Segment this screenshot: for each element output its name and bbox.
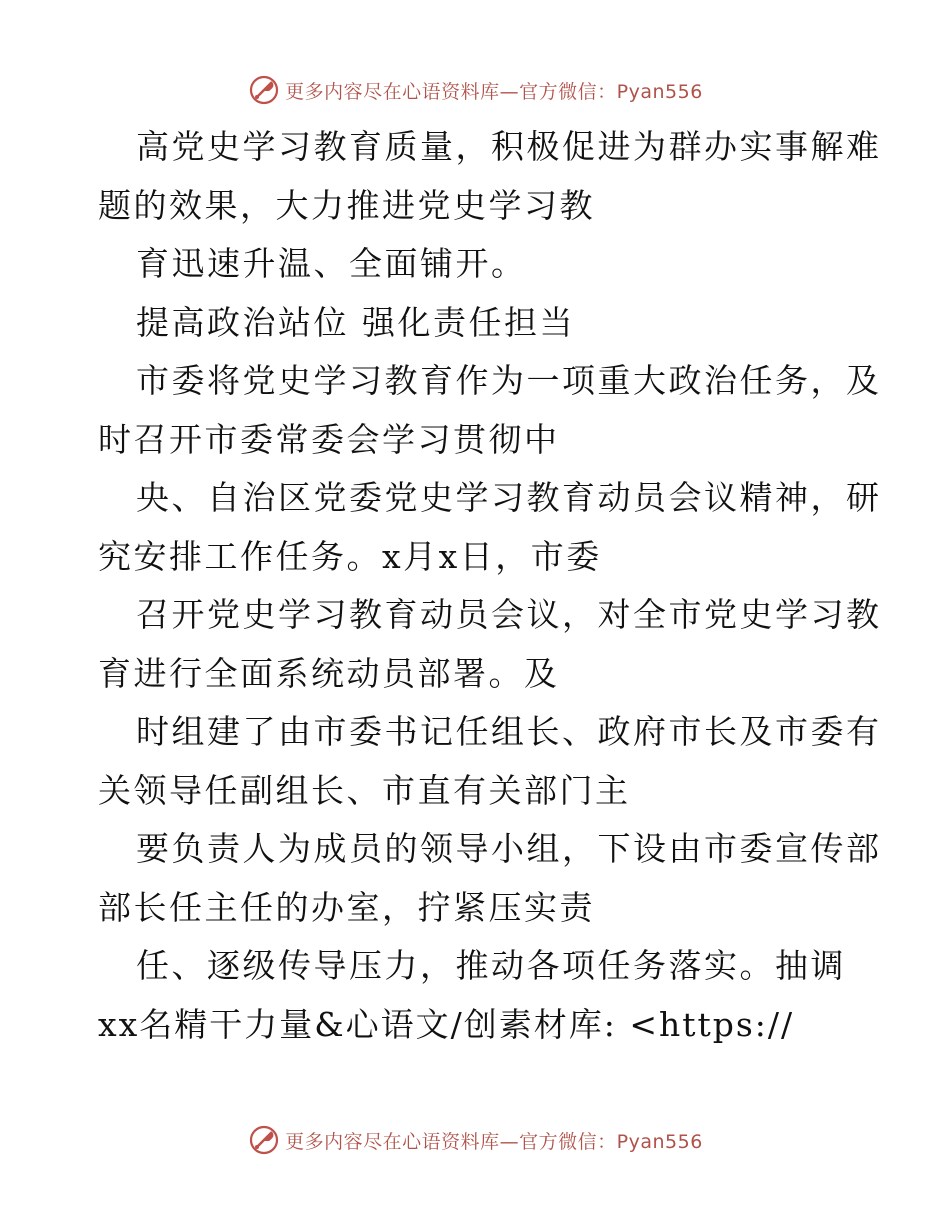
quill-logo-icon xyxy=(247,73,281,107)
document-body xyxy=(98,118,882,1054)
text-line: 时组建了由市委书记任组长、政府市长及市委有 xyxy=(136,712,882,751)
text-line: 高党史学习教育质量，积极促进为群办实事解难 xyxy=(136,127,882,166)
header-watermark xyxy=(0,70,950,110)
text-line: 时召开市委常委会学习贯彻中 xyxy=(98,419,560,459)
section-heading: 提高政治站位 强化责任担当 xyxy=(136,302,575,342)
text-line: 市委将党史学习教育作为一项重大政治任务，及 xyxy=(136,361,882,400)
text-line: xx名精干力量&心语文/创素材库: <https:// xyxy=(98,1004,795,1044)
text-line: 部长任主任的办室，拧紧压实责 xyxy=(98,887,595,927)
text-line: 央、自治区党委党史学习教育动员会议精神，研 xyxy=(136,478,882,517)
text-line: 育进行全面系统动员部署。及 xyxy=(98,653,560,693)
footer-watermark xyxy=(0,1120,950,1160)
text-line: 关领导任副组长、市直有关部门主 xyxy=(98,770,631,810)
watermark-text: 更多内容尽在心语资料库—官方微信：Pyan556 xyxy=(285,80,703,103)
text-line: 育迅速升温、全面铺开。 xyxy=(136,244,527,283)
watermark-text: 更多内容尽在心语资料库—官方微信：Pyan556 xyxy=(285,1130,703,1153)
text-line: 要负责人为成员的领导小组，下设由市委宣传部 xyxy=(136,829,882,868)
text-line: 究安排工作任务。x月x日，市委 xyxy=(98,536,602,576)
text-line: 任、逐级传导压力，推动各项任务落实。抽调 xyxy=(136,946,846,985)
text-line: 召开党史学习教育动员会议，对全市党史学习教 xyxy=(136,595,882,634)
text-line: 题的效果，大力推进党史学习教 xyxy=(98,185,595,225)
quill-logo-icon xyxy=(247,1123,281,1157)
